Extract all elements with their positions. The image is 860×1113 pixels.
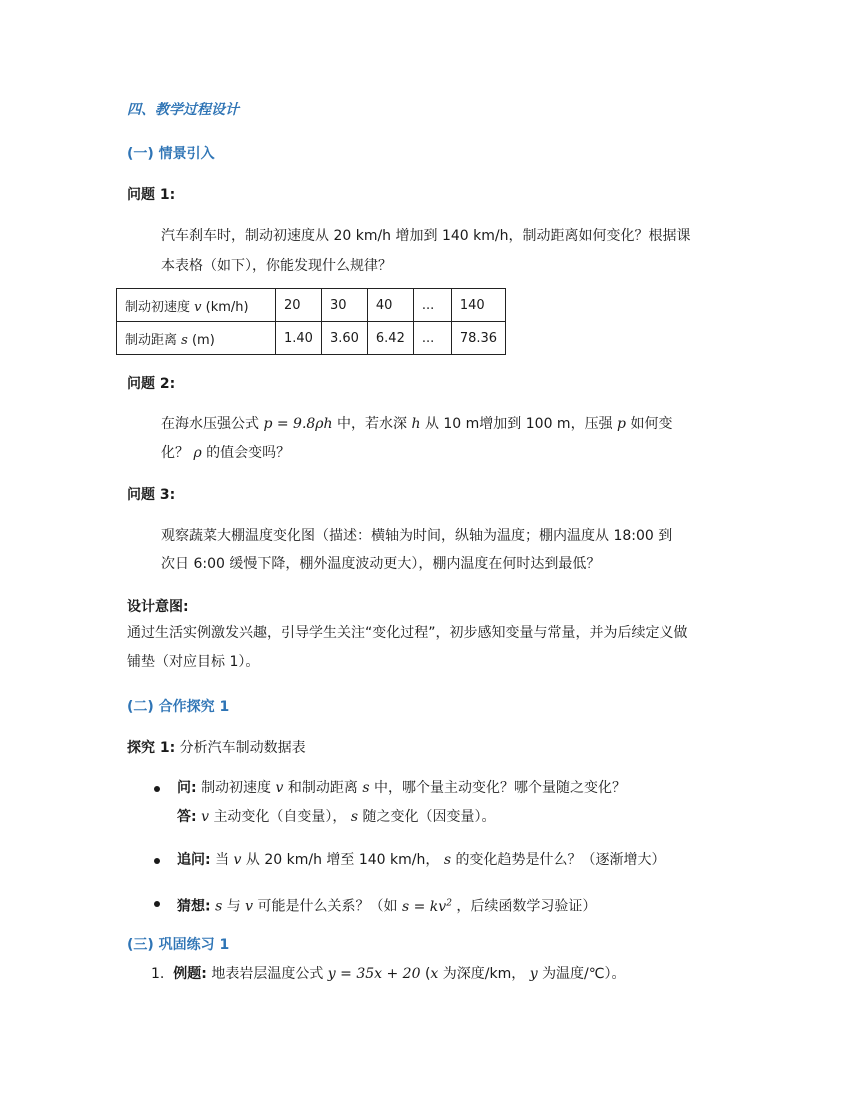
table-cell: 78.36 bbox=[451, 322, 505, 355]
text: 化？ bbox=[161, 445, 189, 461]
table-cell: 3.60 bbox=[321, 322, 367, 355]
conjecture-formula bbox=[402, 899, 452, 915]
variable-s: s bbox=[181, 332, 188, 348]
question-3-label: 问题 3: bbox=[127, 487, 176, 503]
table-cell: 1.40 bbox=[276, 322, 322, 355]
braking-data-table bbox=[116, 288, 506, 355]
design-intent-line-1: 通过生活实例激发兴趣，引导学生关注“变化过程”，初步感知变量与常量，并为后续定义做 bbox=[127, 625, 688, 641]
conjecture-tag: 猜想: bbox=[177, 898, 211, 915]
variable-v: v bbox=[233, 852, 242, 868]
subsection-title-1: (一) 情景引入 bbox=[127, 146, 215, 162]
table-cell: 30 bbox=[321, 289, 367, 322]
text: 从 10 m增加到 100 m，压强 bbox=[424, 416, 613, 432]
table-cell: 40 bbox=[367, 289, 413, 322]
table-header-cell bbox=[117, 289, 276, 322]
table-cell: 140 bbox=[451, 289, 505, 322]
exploration-label: 探究 1: bbox=[127, 740, 176, 756]
text: 如何变 bbox=[630, 416, 673, 432]
subsection-title-3: (三) 巩固练习 1 bbox=[127, 937, 230, 953]
variable-v: v bbox=[194, 299, 202, 315]
bullet-icon bbox=[154, 858, 160, 864]
question-1-line-2: 本表格（如下），你能发现什么规律？ bbox=[161, 258, 392, 274]
variable-v: v bbox=[275, 780, 284, 796]
exploration-1 bbox=[127, 738, 306, 758]
text: 制动初速度 bbox=[201, 780, 272, 796]
bullet-icon bbox=[154, 901, 160, 907]
question-2-label: 问题 2: bbox=[127, 376, 176, 392]
table-cell: ... bbox=[413, 322, 451, 355]
text: 随之变化（因变量）。 bbox=[362, 809, 496, 825]
text: 和制动距离 bbox=[287, 780, 358, 796]
example-tag: 例题: bbox=[173, 966, 207, 982]
temperature-formula: y = 35x + 20 bbox=[327, 966, 421, 982]
variable-p: p bbox=[617, 416, 626, 432]
question-tag: 问: bbox=[177, 780, 197, 796]
formula-exponent: 2 bbox=[446, 898, 452, 908]
text: 当 bbox=[215, 852, 230, 868]
text: 的变化趋势是什么？（逐渐增大） bbox=[455, 852, 666, 868]
bullet-follow-up bbox=[177, 850, 665, 870]
subsection-title-2: (二) 合作探究 1 bbox=[127, 699, 230, 715]
text: 为深度/km， bbox=[442, 966, 526, 982]
variable-rho: ρ bbox=[193, 445, 202, 461]
header-text: 制动距离 bbox=[125, 332, 178, 348]
variable-y: y bbox=[529, 966, 538, 982]
question-3-line-2: 次日 6:00 缓慢下降，棚外温度波动更大），棚内温度在何时达到最低？ bbox=[161, 556, 601, 572]
design-intent-label: 设计意图: bbox=[127, 599, 189, 615]
text: 为温度/℃）。 bbox=[542, 966, 626, 982]
variable-s: s bbox=[215, 898, 223, 915]
answer-tag: 答: bbox=[177, 809, 197, 825]
table-row bbox=[117, 322, 506, 355]
text: 地表岩层温度公式 bbox=[211, 966, 324, 982]
variable-h: h bbox=[411, 416, 421, 432]
bullet-answer bbox=[177, 807, 496, 827]
list-number: 1. bbox=[151, 966, 165, 982]
question-3-line-1: 观察蔬菜大棚温度变化图（描述：横轴为时间，纵轴为温度；棚内温度从 18:00 到 bbox=[161, 528, 673, 544]
text: 的值会变吗？ bbox=[206, 445, 291, 461]
bullet-icon bbox=[154, 786, 160, 792]
pressure-formula: p = 9.8ρh bbox=[263, 416, 333, 432]
text: 中，哪个量主动变化？哪个量随之变化？ bbox=[373, 780, 626, 796]
bullet-question bbox=[177, 778, 626, 798]
text: ，后续函数学习验证） bbox=[456, 898, 597, 915]
header-text: 制动初速度 bbox=[125, 299, 191, 315]
variable-v: v bbox=[201, 809, 209, 825]
variable-s: s bbox=[443, 852, 451, 868]
table-header-cell bbox=[117, 322, 276, 355]
formula-body: s = kv bbox=[401, 898, 447, 915]
table-cell: 6.42 bbox=[367, 322, 413, 355]
follow-up-tag: 追问: bbox=[177, 852, 211, 868]
text: 中，若水深 bbox=[337, 416, 408, 432]
variable-x: x bbox=[430, 966, 439, 982]
example-1 bbox=[151, 964, 626, 984]
text: 可能是什么关系？（如 bbox=[257, 898, 398, 915]
text: 主动变化（自变量）， bbox=[213, 809, 347, 825]
design-intent-line-2: 铺垫（对应目标 1）。 bbox=[127, 654, 260, 670]
exploration-text: 分析汽车制动数据表 bbox=[179, 740, 306, 756]
table-cell: 20 bbox=[276, 289, 322, 322]
text: 从 20 km/h 增至 140 km/h， bbox=[245, 852, 440, 868]
bullet-conjecture bbox=[177, 893, 596, 917]
variable-s: s bbox=[350, 809, 359, 825]
table-cell: ... bbox=[413, 289, 451, 322]
text: ( bbox=[424, 966, 431, 982]
header-unit: (m) bbox=[191, 332, 215, 348]
question-2-line-2 bbox=[161, 443, 290, 463]
variable-s: s bbox=[362, 780, 370, 796]
question-2-line-1 bbox=[161, 414, 672, 434]
question-1-label: 问题 1: bbox=[127, 187, 176, 203]
text: 在海水压强公式 bbox=[161, 416, 259, 432]
section-title: 四、教学过程设计 bbox=[127, 102, 239, 118]
table-row bbox=[117, 289, 506, 322]
header-unit: (km/h) bbox=[205, 299, 249, 315]
text: 与 bbox=[226, 898, 241, 915]
question-1-line-1: 汽车刹车时，制动初速度从 20 km/h 增加到 140 km/h，制动距离如何变化？根据课 bbox=[161, 228, 691, 244]
variable-v: v bbox=[245, 898, 254, 915]
